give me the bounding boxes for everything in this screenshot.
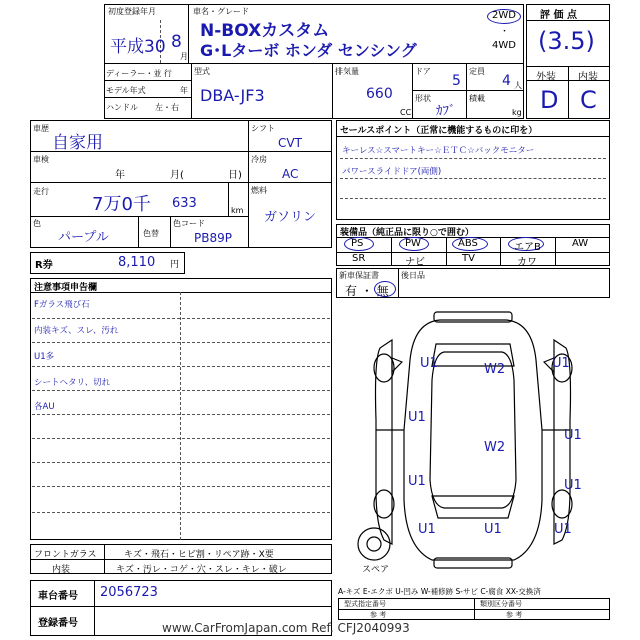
equip-item: エアB — [514, 242, 541, 253]
interior-label: 内装 — [578, 72, 598, 83]
month-unit: 月 — [180, 52, 188, 61]
interior-grade: C — [580, 86, 597, 114]
mileage-extra: 633 — [172, 196, 197, 211]
note-line: U1多 — [34, 352, 55, 362]
drive-4wd: 4WD — [492, 40, 516, 51]
ac-value: AC — [282, 167, 299, 181]
damage-mark: W2 — [484, 362, 506, 377]
note-line: シートヘタリ、切れ — [34, 378, 111, 388]
note-line: 内装キズ、スレ、汚れ — [34, 326, 119, 336]
handle-options: 左・右 — [155, 103, 179, 112]
exterior-label: 外装 — [536, 72, 556, 83]
front-glass-label: フロントガラス — [34, 550, 97, 560]
ac-label: 冷房 — [251, 155, 267, 164]
inspection-label: 車検 — [33, 155, 49, 164]
equip-item: カワ — [517, 257, 537, 268]
capacity-value: 4 — [502, 73, 511, 89]
door-value: 5 — [452, 73, 461, 89]
note-line: 各AU — [34, 402, 55, 412]
damage-mark: U1 — [564, 478, 582, 493]
inspection-day-unit: 日) — [228, 170, 242, 181]
type-value: DBA-JF3 — [200, 86, 265, 105]
car-name: N-BOXカスタム — [200, 21, 330, 41]
damage-mark: U1 — [408, 474, 426, 489]
equip-item: AW — [572, 238, 589, 249]
front-glass-items: キズ・飛石・ヒビ割・リペア跡・X要 — [124, 550, 274, 560]
after-label: 後日品 — [401, 271, 425, 280]
load-label: 積載 — [469, 94, 485, 103]
reg-number-label: 登録番号 — [38, 618, 78, 629]
model-name-label: 車名・グレード — [193, 7, 249, 16]
warranty-label: 新車保証書 — [339, 271, 379, 280]
watermark: www.CarFromJapan.com Ref. CFJ2040993 — [162, 621, 410, 635]
equip-item: ABS — [458, 238, 478, 249]
exterior-grade: D — [540, 86, 559, 114]
class-number-label: 類別区分番号 — [480, 600, 522, 608]
drive-dot: ・ — [500, 27, 510, 37]
sales-points-title: セールスポイント（正常に機能するものに印を） — [340, 126, 538, 136]
km-unit: km — [231, 206, 244, 215]
shift-value: CVT — [278, 136, 302, 150]
shift-label: シフト — [251, 124, 275, 133]
warranty-selected-circle — [374, 281, 396, 297]
equip-item: PW — [405, 238, 421, 249]
damage-mark: U1 — [484, 522, 502, 537]
load-unit: kg — [512, 108, 522, 117]
reference-label: 参 考 — [506, 611, 523, 619]
equip-item: SR — [352, 253, 366, 264]
model-year-label: モデル年式 — [106, 86, 146, 95]
eval-score: (3.5) — [538, 27, 595, 55]
fuel-value: ガソリン — [264, 210, 317, 225]
notes-title: 注意事項申告欄 — [34, 283, 98, 293]
recycle-box — [30, 252, 185, 274]
recycle-value: 8,110 — [118, 255, 156, 270]
color-value: パープル — [58, 230, 109, 245]
equipment-title: 装備品（純正品に限り○で囲む） — [340, 228, 474, 238]
type-number-label: 型式指定番号 — [344, 600, 386, 608]
chassis-value: 2056723 — [100, 585, 158, 600]
shape-label: 形状 — [415, 94, 431, 103]
grade-name: G･Lターボ ホンダ センシング — [200, 41, 417, 60]
damage-mark: U1 — [564, 428, 582, 443]
door-label: ドア — [415, 67, 431, 76]
handle-label: ハンドル — [106, 103, 138, 112]
warranty-options: 有 ・ 無 — [345, 284, 389, 298]
damage-mark: U1 — [408, 410, 426, 425]
recycle-label: R券 — [35, 260, 53, 271]
shape-value: ｶﾌﾞ — [436, 104, 456, 119]
damage-mark: W2 — [484, 440, 506, 455]
displacement-value: 660 — [366, 86, 393, 102]
capacity-label: 定員 — [469, 67, 485, 76]
type-label: 型式 — [194, 67, 210, 76]
usage-label: 車歴 — [33, 124, 49, 133]
dealer-label: ディーラー・並 行 — [106, 69, 172, 78]
sales-point-line: パワースライドドア(両側) — [342, 167, 442, 177]
equip-item: TV — [462, 253, 475, 264]
drive-2wd: 2WD — [492, 10, 516, 21]
reg-year-label: 初度登録年月 — [108, 7, 156, 16]
interior-items: キズ・汚レ・コゲ・穴・スレ・キレ・破レ — [116, 565, 287, 575]
damage-mark: U1 — [554, 522, 572, 537]
note-line: Fガラス飛び石 — [34, 300, 90, 310]
cc-unit: CC — [400, 108, 412, 117]
yen-unit: 円 — [170, 260, 180, 270]
reg-month: 8 — [171, 32, 182, 52]
reg-era: 平成30 — [110, 37, 166, 57]
eval-label: 評 価 点 — [540, 10, 577, 21]
fuel-label: 燃料 — [251, 186, 267, 195]
usage-value: 自家用 — [52, 133, 103, 153]
color-code-value: PB89P — [194, 231, 232, 245]
mileage-value: 7万0千 — [92, 194, 151, 215]
color-change-label: 色替 — [143, 229, 159, 238]
capacity-unit: 人 — [514, 81, 522, 90]
mileage-label: 走行 — [33, 187, 49, 196]
interior-label-row: 内装 — [52, 565, 71, 575]
color-code-label: 色コード — [173, 219, 205, 228]
displacement-label: 排気量 — [335, 67, 359, 76]
damage-mark: U1 — [420, 356, 438, 371]
damage-mark: U1 — [552, 356, 570, 371]
chassis-label: 車台番号 — [38, 591, 78, 602]
equip-item: ナビ — [405, 257, 425, 268]
sales-point-line: キーレス☆スマートキー☆ＥＴＣ☆バックモニター — [342, 146, 535, 156]
inspection-month-unit: 月( — [170, 170, 184, 181]
equip-item: PS — [351, 238, 364, 249]
inspection-year-unit: 年 — [115, 170, 125, 181]
legend-text: A-キズ E-エクボ U-凹み W-補修跡 S-サビ C-腐食 XX-交換済 — [338, 587, 541, 596]
damage-mark: U1 — [418, 522, 436, 537]
spare-label: スペア — [362, 565, 390, 575]
color-label: 色 — [33, 219, 41, 228]
model-year-unit: 年 — [180, 86, 188, 95]
reference-label: 参 考 — [370, 611, 387, 619]
